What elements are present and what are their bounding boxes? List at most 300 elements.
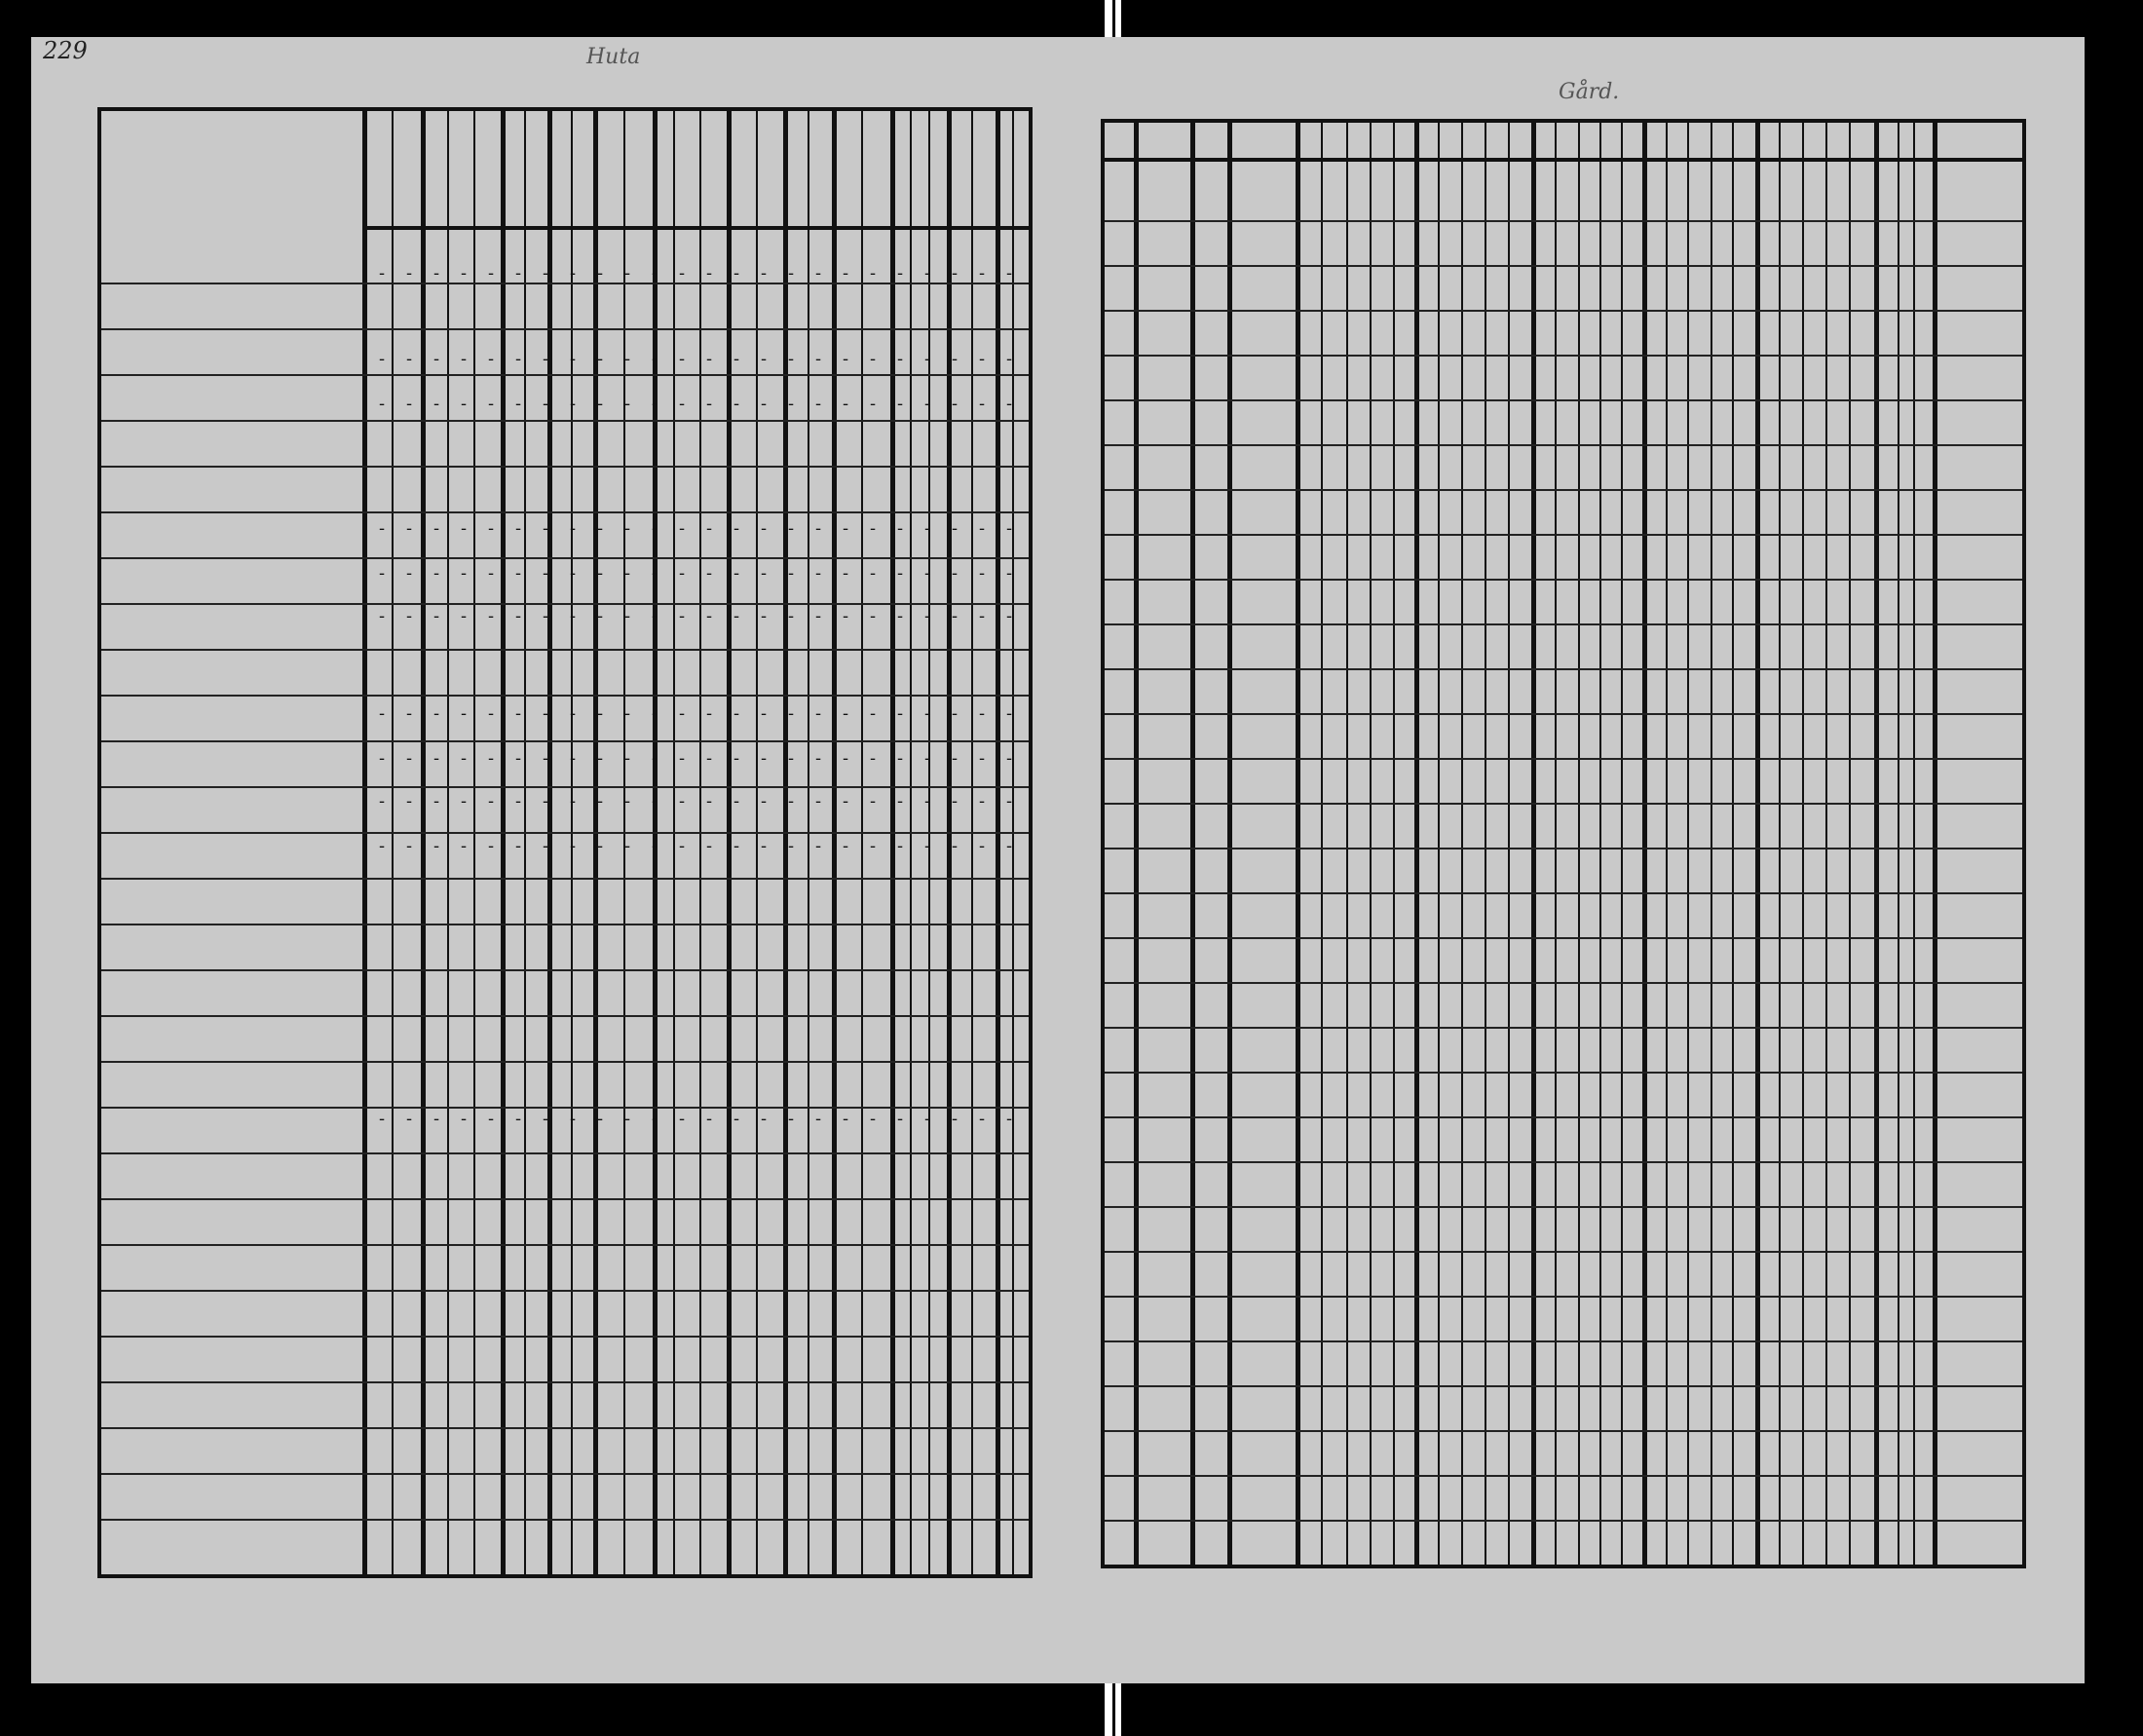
sub-column-line [1711, 123, 1712, 1565]
attendance-mark: - [433, 791, 440, 811]
row-rule [101, 1381, 1029, 1383]
row-rule [101, 832, 1029, 834]
attendance-mark: - [733, 263, 740, 283]
row-rule [1105, 310, 2022, 312]
attendance-mark: - [570, 349, 577, 369]
attendance-mark: - [597, 748, 604, 769]
attendance-mark: - [624, 1109, 631, 1129]
attendance-mark: - [461, 563, 468, 584]
attendance-mark: - [679, 703, 686, 724]
attendance-mark: - [433, 606, 440, 626]
row-rule [1105, 1475, 2022, 1477]
attendance-mark: - [924, 703, 931, 724]
attendance-mark: - [788, 836, 795, 856]
column-divider [421, 111, 426, 1574]
row-rule [1105, 1161, 2022, 1163]
sub-column-line [1621, 123, 1623, 1565]
attendance-mark: - [788, 518, 795, 539]
row-rule [101, 1198, 1029, 1200]
attendance-mark: - [543, 563, 549, 584]
attendance-mark: - [597, 349, 604, 369]
sub-column-line [971, 111, 973, 1574]
attendance-mark: - [733, 394, 740, 414]
attendance-mark: - [379, 563, 386, 584]
attendance-mark: - [406, 791, 413, 811]
attendance-mark: - [543, 263, 549, 283]
attendance-mark: - [406, 606, 413, 626]
sub-column-line [1321, 123, 1323, 1565]
attendance-mark: - [515, 606, 522, 626]
attendance-mark: - [952, 606, 959, 626]
attendance-mark: - [624, 563, 631, 584]
attendance-mark: - [897, 394, 904, 414]
attendance-mark: - [515, 1109, 522, 1129]
attendance-mark: - [979, 518, 986, 539]
attendance-mark: - [870, 394, 877, 414]
attendance-mark: - [679, 563, 686, 584]
row-rule [1105, 668, 2022, 670]
attendance-mark: - [543, 1109, 549, 1129]
row-rule [1105, 803, 2022, 805]
attendance-mark: - [488, 606, 495, 626]
attendance-mark: - [679, 394, 686, 414]
attendance-mark: - [624, 518, 631, 539]
attendance-mark: - [433, 1109, 440, 1129]
attendance-mark: - [952, 748, 959, 769]
attendance-mark: - [433, 563, 440, 584]
attendance-mark: - [461, 394, 468, 414]
row-rule [101, 1290, 1029, 1292]
row-rule [101, 511, 1029, 513]
attendance-mark: - [733, 563, 740, 584]
attendance-mark: - [488, 748, 495, 769]
row-rule [1105, 1206, 2022, 1208]
attendance-mark: - [761, 606, 768, 626]
attendance-mark: - [815, 606, 822, 626]
attendance-mark: - [897, 606, 904, 626]
attendance-mark: - [706, 518, 713, 539]
attendance-mark: - [706, 349, 713, 369]
attendance-mark: - [843, 703, 849, 724]
attendance-mark: - [733, 349, 740, 369]
attendance-mark: - [897, 563, 904, 584]
column-divider [996, 111, 1000, 1574]
row-rule [101, 557, 1029, 559]
attendance-mark: - [843, 263, 849, 283]
attendance-mark: - [624, 836, 631, 856]
attendance-mark: - [815, 748, 822, 769]
attendance-mark: - [843, 606, 849, 626]
attendance-mark: - [870, 791, 877, 811]
attendance-mark: - [843, 791, 849, 811]
attendance-mark: - [379, 748, 386, 769]
attendance-mark: - [488, 518, 495, 539]
attendance-mark: - [379, 349, 386, 369]
attendance-mark: - [870, 836, 877, 856]
row-rule [101, 374, 1029, 376]
attendance-mark: - [515, 518, 522, 539]
attendance-mark: - [461, 703, 468, 724]
attendance-mark: - [433, 703, 440, 724]
attendance-mark: - [652, 263, 658, 283]
attendance-mark: - [652, 1109, 658, 1129]
sub-column-line [524, 111, 526, 1574]
attendance-mark: - [652, 563, 658, 584]
attendance-mark: - [761, 394, 768, 414]
row-rule [1105, 848, 2022, 849]
attendance-mark: - [924, 349, 931, 369]
attendance-mark: - [788, 263, 795, 283]
row-rule [1105, 1116, 2022, 1118]
attendance-mark: - [706, 791, 713, 811]
attendance-mark: - [543, 518, 549, 539]
attendance-mark: - [433, 836, 440, 856]
attendance-mark: - [761, 518, 768, 539]
attendance-mark: - [761, 703, 768, 724]
column-divider [1531, 123, 1536, 1565]
attendance-mark: - [1006, 563, 1013, 584]
sub-column-line [1461, 123, 1463, 1565]
sub-column-line [1393, 123, 1395, 1565]
attendance-mark: - [515, 836, 522, 856]
attendance-mark: - [733, 748, 740, 769]
attendance-mark: - [788, 563, 795, 584]
row-rule [1105, 1027, 2022, 1029]
attendance-mark: - [433, 394, 440, 414]
attendance-mark: - [924, 791, 931, 811]
attendance-mark: - [679, 349, 686, 369]
attendance-mark: - [543, 349, 549, 369]
attendance-mark: - [761, 748, 768, 769]
attendance-mark: - [706, 263, 713, 283]
row-rule [101, 924, 1029, 925]
attendance-mark: - [1006, 518, 1013, 539]
top-annotation-right: Gård. [1559, 80, 1620, 104]
attendance-mark: - [733, 791, 740, 811]
row-rule [101, 1061, 1029, 1063]
attendance-mark: - [706, 606, 713, 626]
attendance-mark: - [597, 836, 604, 856]
attendance-mark: - [652, 748, 658, 769]
row-rule [101, 786, 1029, 788]
attendance-mark: - [543, 791, 549, 811]
attendance-mark: - [843, 836, 849, 856]
attendance-mark: - [515, 748, 522, 769]
attendance-mark: - [870, 518, 877, 539]
attendance-mark: - [543, 748, 549, 769]
attendance-mark: - [379, 394, 386, 414]
sub-column-line [1012, 111, 1014, 1574]
attendance-mark: - [1006, 748, 1013, 769]
attendance-mark: - [379, 703, 386, 724]
row-rule [101, 1152, 1029, 1154]
attendance-mark: - [488, 703, 495, 724]
sub-column-line [392, 111, 394, 1574]
attendance-mark: - [488, 1109, 495, 1129]
attendance-mark: - [515, 703, 522, 724]
attendance-mark: - [815, 394, 822, 414]
attendance-mark: - [733, 518, 740, 539]
attendance-mark: - [897, 836, 904, 856]
row-rule [101, 1519, 1029, 1521]
attendance-mark: - [843, 349, 849, 369]
attendance-mark: - [488, 836, 495, 856]
attendance-mark: - [624, 791, 631, 811]
attendance-mark: - [897, 263, 904, 283]
attendance-mark: - [488, 563, 495, 584]
attendance-mark: - [624, 703, 631, 724]
attendance-mark: - [979, 748, 986, 769]
attendance-mark: - [1006, 791, 1013, 811]
attendance-mark: - [815, 263, 822, 283]
column-divider [1755, 123, 1760, 1565]
attendance-mark: - [570, 394, 577, 414]
attendance-mark: - [924, 394, 931, 414]
attendance-mark: - [543, 836, 549, 856]
attendance-mark: - [570, 748, 577, 769]
row-rule [101, 1427, 1029, 1429]
column-divider [727, 111, 732, 1574]
attendance-mark: - [979, 563, 986, 584]
sub-column-line [1825, 123, 1827, 1565]
header-rule [362, 226, 1029, 230]
top-annotation: Huta [586, 45, 641, 69]
attendance-mark: - [870, 563, 877, 584]
attendance-mark: - [870, 606, 877, 626]
attendance-mark: - [543, 606, 549, 626]
row-rule [1105, 1072, 2022, 1074]
attendance-mark: - [924, 518, 931, 539]
row-rule [101, 603, 1029, 605]
left-ledger-table [97, 107, 1033, 1578]
attendance-mark: - [679, 791, 686, 811]
attendance-mark: - [706, 1109, 713, 1129]
attendance-mark: - [379, 606, 386, 626]
sub-column-line [1687, 123, 1689, 1565]
attendance-mark: - [461, 606, 468, 626]
column-divider [1296, 123, 1300, 1565]
row-rule [101, 1107, 1029, 1109]
row-rule [101, 878, 1029, 880]
attendance-mark: - [679, 836, 686, 856]
attendance-mark: - [597, 518, 604, 539]
attendance-mark: - [406, 703, 413, 724]
attendance-mark: - [652, 394, 658, 414]
row-rule [1105, 534, 2022, 536]
sub-column-line [1485, 123, 1486, 1565]
attendance-mark: - [788, 349, 795, 369]
attendance-mark: - [870, 349, 877, 369]
right-ledger-table [1101, 119, 2026, 1568]
attendance-mark: - [461, 1109, 468, 1129]
attendance-mark: - [815, 703, 822, 724]
attendance-mark: - [570, 1109, 577, 1129]
attendance-mark: - [679, 263, 686, 283]
attendance-mark: - [379, 1109, 386, 1129]
attendance-mark: - [652, 703, 658, 724]
attendance-mark: - [788, 1109, 795, 1129]
attendance-mark: - [815, 563, 822, 584]
attendance-mark: - [597, 394, 604, 414]
attendance-mark: - [952, 836, 959, 856]
attendance-mark: - [597, 263, 604, 283]
attendance-mark: - [897, 518, 904, 539]
sub-column-line [1346, 123, 1348, 1565]
attendance-mark: - [979, 791, 986, 811]
attendance-mark: - [761, 263, 768, 283]
attendance-mark: - [1006, 606, 1013, 626]
attendance-mark: - [843, 1109, 849, 1129]
attendance-mark: - [952, 791, 959, 811]
row-rule [1105, 579, 2022, 581]
attendance-mark: - [788, 791, 795, 811]
attendance-mark: - [679, 518, 686, 539]
attendance-mark: - [952, 394, 959, 414]
attendance-mark: - [379, 263, 386, 283]
attendance-mark: - [461, 518, 468, 539]
sub-column-line [1599, 123, 1601, 1565]
attendance-mark: - [843, 394, 849, 414]
attendance-mark: - [733, 1109, 740, 1129]
attendance-mark: - [406, 263, 413, 283]
attendance-mark: - [1006, 836, 1013, 856]
attendance-mark: - [979, 606, 986, 626]
attendance-mark: - [679, 748, 686, 769]
attendance-mark: - [406, 518, 413, 539]
row-rule [1105, 1385, 2022, 1387]
attendance-mark: - [924, 748, 931, 769]
column-divider [1414, 123, 1419, 1565]
row-rule [1105, 623, 2022, 625]
attendance-mark: - [488, 791, 495, 811]
attendance-mark: - [1006, 394, 1013, 414]
attendance-mark: - [624, 349, 631, 369]
attendance-mark: - [788, 394, 795, 414]
attendance-mark: - [624, 748, 631, 769]
attendance-mark: - [815, 349, 822, 369]
row-rule [101, 649, 1029, 651]
row-rule [101, 969, 1029, 971]
attendance-mark: - [1006, 1109, 1013, 1129]
attendance-mark: - [652, 836, 658, 856]
attendance-mark: - [761, 1109, 768, 1129]
sub-column-line [1578, 123, 1580, 1565]
sub-column-line [910, 111, 912, 1574]
attendance-mark: - [706, 836, 713, 856]
attendance-mark: - [570, 836, 577, 856]
attendance-mark: - [761, 349, 768, 369]
attendance-mark: - [461, 791, 468, 811]
sub-column-line [1802, 123, 1804, 1565]
attendance-mark: - [543, 703, 549, 724]
attendance-mark: - [706, 703, 713, 724]
column-divider [362, 111, 367, 1574]
attendance-mark: - [1006, 703, 1013, 724]
attendance-mark: - [515, 791, 522, 811]
attendance-mark: - [406, 394, 413, 414]
attendance-mark: - [570, 791, 577, 811]
attendance-mark: - [870, 1109, 877, 1129]
attendance-mark: - [461, 748, 468, 769]
attendance-mark: - [406, 563, 413, 584]
attendance-mark: - [979, 1109, 986, 1129]
attendance-mark: - [488, 263, 495, 283]
attendance-mark: - [788, 703, 795, 724]
attendance-mark: - [870, 703, 877, 724]
attendance-mark: - [952, 703, 959, 724]
sub-column-line [1666, 123, 1668, 1565]
attendance-mark: - [924, 563, 931, 584]
attendance-mark: - [897, 748, 904, 769]
attendance-mark: - [543, 394, 549, 414]
row-rule [1105, 220, 2022, 222]
row-rule [101, 740, 1029, 742]
attendance-mark: - [433, 263, 440, 283]
attendance-mark: - [924, 263, 931, 283]
attendance-mark: - [952, 1109, 959, 1129]
attendance-mark: - [488, 394, 495, 414]
attendance-mark: - [488, 349, 495, 369]
attendance-mark: - [406, 1109, 413, 1129]
attendance-mark: - [652, 349, 658, 369]
sub-column-line [1849, 123, 1851, 1565]
sub-column-line [699, 111, 701, 1574]
row-rule [1105, 1430, 2022, 1432]
sub-column-line [1370, 123, 1372, 1565]
row-rule [101, 695, 1029, 697]
row-rule [1105, 489, 2022, 491]
row-rule [101, 1015, 1029, 1017]
attendance-mark: - [379, 518, 386, 539]
attendance-mark: - [570, 703, 577, 724]
attendance-mark: - [761, 563, 768, 584]
attendance-mark: - [624, 394, 631, 414]
attendance-mark: - [815, 836, 822, 856]
attendance-mark: - [570, 606, 577, 626]
column-divider [1227, 123, 1232, 1565]
attendance-mark: - [815, 791, 822, 811]
sub-column-line [1898, 123, 1899, 1565]
column-divider [1190, 123, 1195, 1565]
attendance-mark: - [433, 748, 440, 769]
attendance-mark: - [733, 836, 740, 856]
row-rule [1105, 892, 2022, 894]
attendance-mark: - [515, 349, 522, 369]
attendance-mark: - [624, 606, 631, 626]
attendance-mark: - [461, 836, 468, 856]
attendance-mark: - [761, 791, 768, 811]
attendance-mark: - [952, 518, 959, 539]
attendance-mark: - [379, 791, 386, 811]
attendance-mark: - [624, 263, 631, 283]
row-rule [101, 466, 1029, 468]
column-divider [832, 111, 837, 1574]
sub-column-line [1732, 123, 1734, 1565]
sub-column-line [1555, 123, 1557, 1565]
attendance-mark: - [924, 836, 931, 856]
attendance-mark: - [706, 563, 713, 584]
attendance-mark: - [924, 606, 931, 626]
row-rule [1105, 355, 2022, 357]
attendance-mark: - [597, 791, 604, 811]
attendance-mark: - [461, 349, 468, 369]
attendance-mark: - [815, 1109, 822, 1129]
attendance-mark: - [406, 836, 413, 856]
attendance-mark: - [979, 703, 986, 724]
row-rule [101, 328, 1029, 330]
sub-column-line [1508, 123, 1510, 1565]
attendance-mark: - [870, 748, 877, 769]
